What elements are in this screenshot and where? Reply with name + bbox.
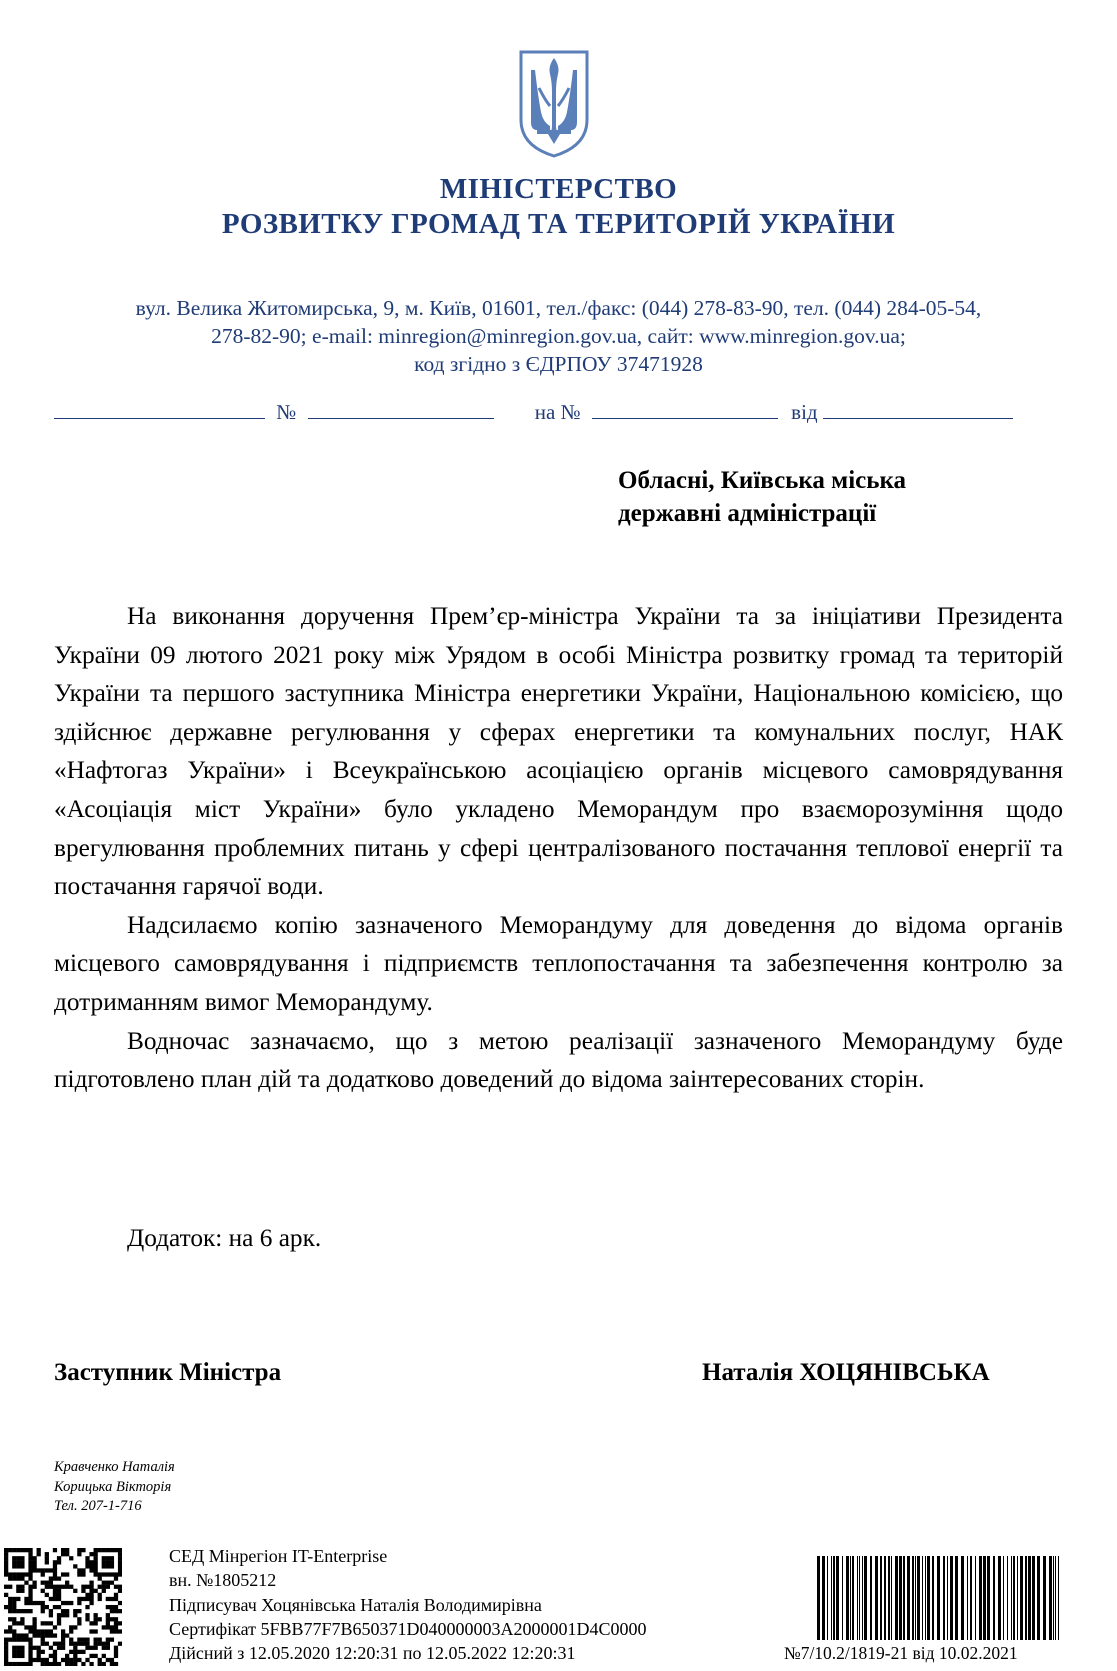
signatory-position: Заступник Міністра xyxy=(54,1359,282,1386)
sed-validity: Дійсний з 12.05.2020 12:20:31 по 12.05.2022 12:20:31 xyxy=(169,1643,576,1664)
registration-line xyxy=(54,400,1013,425)
signatory-name: Наталія ХОЦЯНІВСЬКА xyxy=(702,1359,990,1386)
sed-signer: Підписувач Хоцянівська Наталія Володимирівна xyxy=(169,1594,542,1615)
executor-name: Кравченко Наталія xyxy=(54,1459,175,1475)
sed-signature-block xyxy=(169,1544,647,1665)
sed-certificate: Сертифікат 5FBB77F7B650371D040000003A2000001D4C0000 xyxy=(169,1618,647,1639)
registration-number: №7/10.2/1819-21 від 10.02.2021 xyxy=(784,1643,1018,1663)
barcode-icon xyxy=(817,1556,1061,1640)
contact-line-edrpou: код згідно з ЄДРПОУ 37471928 xyxy=(414,352,703,376)
executor-phone: Тел. 207-1-716 xyxy=(54,1498,142,1514)
executor-name: Корицька Вікторія xyxy=(54,1478,172,1495)
ministry-title-line1: МІНІСТЕРСТВО xyxy=(439,173,678,205)
from-label: від xyxy=(791,400,818,424)
qr-code-icon xyxy=(4,1548,122,1666)
trident-coat-of-arms-icon xyxy=(517,48,591,160)
sed-system: СЕД Мінрегіон IT-Enterprise xyxy=(169,1546,388,1566)
addressee-line1: Обласні, Київська міська xyxy=(618,467,906,494)
outgoing-date-field xyxy=(54,400,265,419)
sed-internal-number: вн. №1805212 xyxy=(169,1570,277,1591)
outgoing-number-field xyxy=(308,400,494,419)
body-paragraph: На виконання доручення Прем’єр-міністра України та за ініціативи Президента України 09 лютого 2021 року між Урядом в особі Міністра розвитку громад та територій України та першого заступника Міністра енергетики України, Національною комісією, що здійснює державне регулювання у сферах енергетики та комунальних послуг, НАК «Нафтогаз України» і Всеукраїнською асоціацією органів місцевого самоврядування «Асоціація міст України» було укладено Меморандум про взаєморозуміння щодо врегулювання проблемних питань у сфері централізованого постачання теплової енергії та постачання гарячої води. xyxy=(54,602,1063,901)
body-paragraph: Надсилаємо копію зазначеного Меморандуму для доведення до відома органів місцевого самоврядування і підприємств теплопостачання та забезпечення контролю за дотриманням вимог Меморандуму. xyxy=(54,910,1063,1016)
contact-line-email: 278-82-90; e-mail: minregion@minregion.gov.ua, сайт: www.minregion.gov.ua; xyxy=(211,324,906,348)
addendum: Додаток: на 6 арк. xyxy=(127,1224,322,1252)
contact-line-address: вул. Велика Житомирська, 9, м. Київ, 01601, тел./факс: (044) 278-83-90, тел. (044) 284-05-54, xyxy=(135,296,982,320)
contact-info xyxy=(50,294,1067,378)
reply-label: на № xyxy=(534,400,581,424)
reply-number-field xyxy=(592,400,778,419)
executors xyxy=(54,1458,175,1517)
addressee-line2: державні адміністрації xyxy=(618,500,877,527)
addressee xyxy=(618,464,906,530)
body-paragraph: Водночас зазначаємо, що з метою реалізації зазначеного Меморандуму буде підготовлено план дій та додатково доведений до відома заінтересованих сторін. xyxy=(54,1026,1063,1094)
number-label: № xyxy=(276,400,297,424)
ministry-title-line2: РОЗВИТКУ ГРОМАД ТА ТЕРИТОРІЙ УКРАЇНИ xyxy=(221,208,896,240)
letter-body xyxy=(54,597,1063,1099)
reply-date-field xyxy=(823,400,1013,419)
